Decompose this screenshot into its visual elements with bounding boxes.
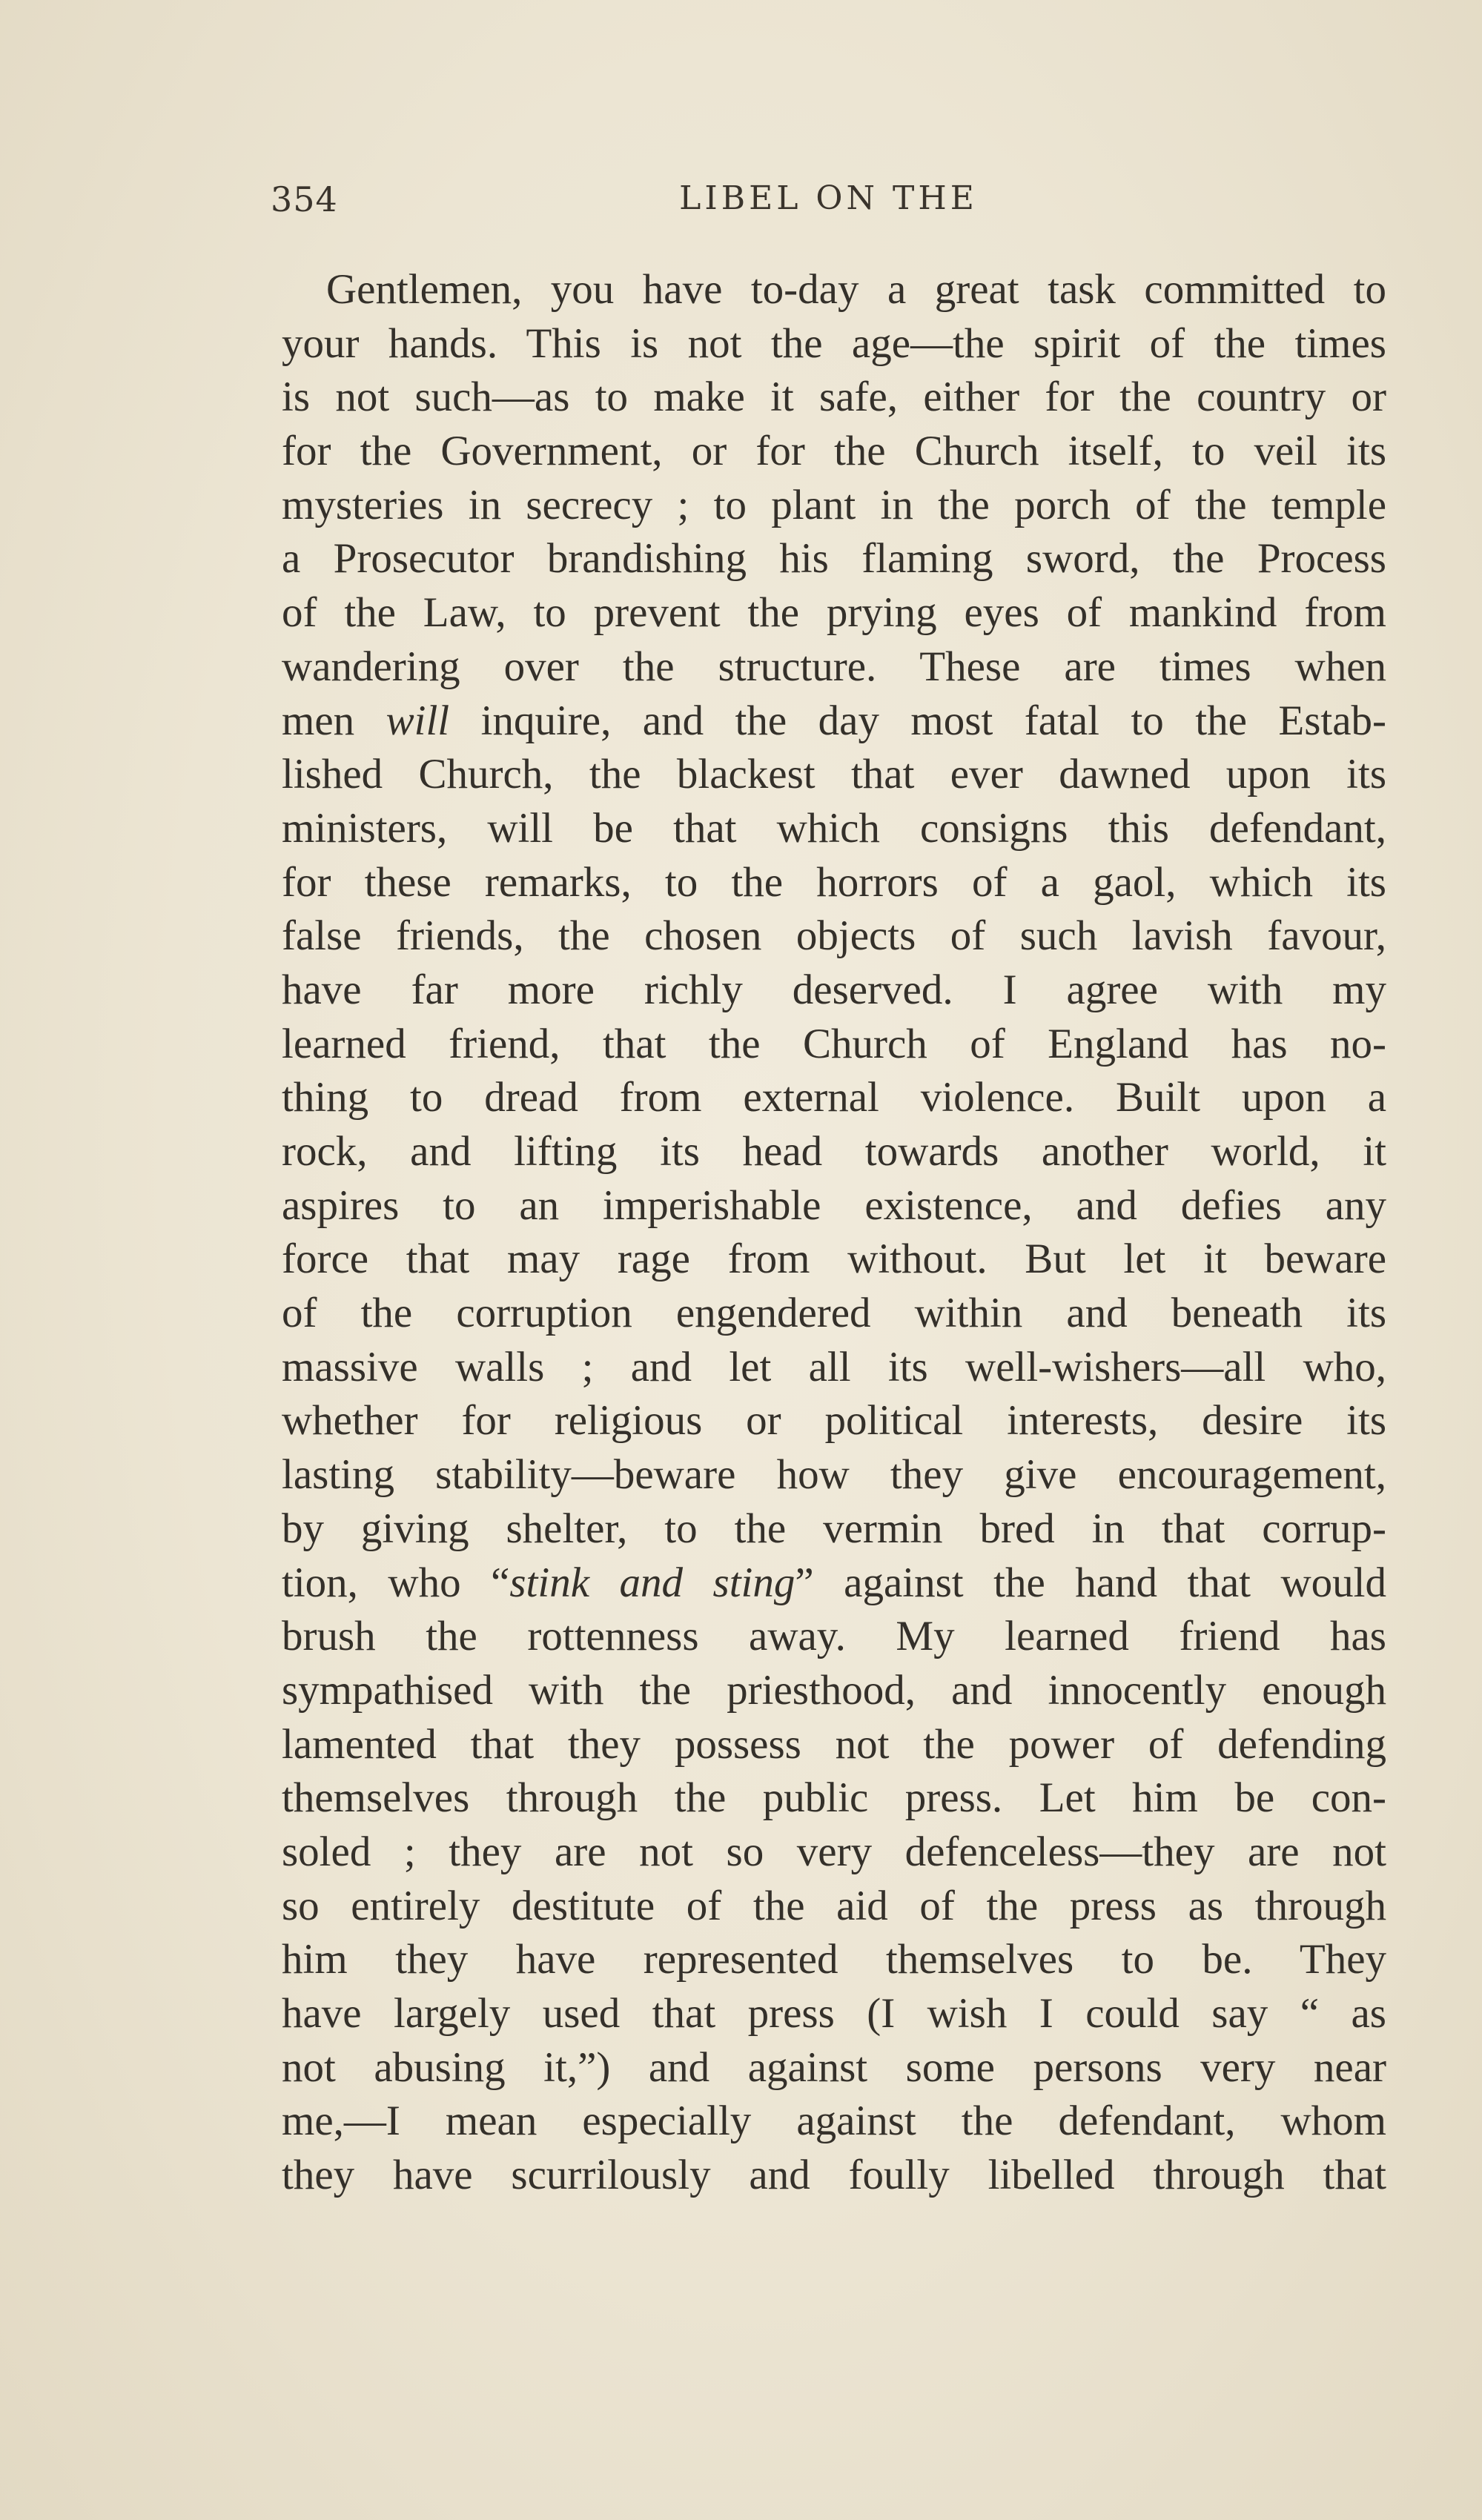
text-segment: tion, who “ (282, 1559, 510, 1606)
running-title: LIBEL ON THE (679, 179, 978, 217)
text-segment: wandering over the structure. These are times when (282, 643, 1386, 690)
text-line (282, 1233, 1386, 1287)
text-line (282, 856, 1386, 910)
text-segment: learned friend, that the Church of England has no- (282, 1020, 1386, 1067)
text-segment: him they have represented themselves to be. They (282, 1936, 1386, 1983)
text-line (282, 1771, 1386, 1826)
text-segment: they have scurrilously and foully libelled through that (282, 2152, 1386, 2199)
text-line (282, 1071, 1386, 1125)
text-line (282, 1287, 1386, 1341)
text-segment: by giving shelter, to the vermin bred in that corrup- (282, 1505, 1386, 1552)
text-line (282, 1718, 1386, 1772)
text-segment: massive walls ; and let all its well-wishers—all who, (282, 1343, 1386, 1390)
text-segment: of the Law, to prevent the prying eyes of mankind from (282, 589, 1386, 637)
text-line (282, 479, 1386, 533)
text-segment: lished Church, the blackest that ever dawned upon its (282, 751, 1386, 798)
text-line (282, 694, 1386, 749)
text-segment: ministers, will be that which consigns this defendant, (282, 804, 1386, 852)
text-line (282, 1826, 1386, 1880)
text-segment: soled ; they are not so very defenceless—they are not (282, 1828, 1386, 1875)
text-line (282, 2149, 1386, 2203)
text-segment: sympathised with the priesthood, and innocently enough (282, 1666, 1386, 1714)
text-segment: so entirely destitute of the aid of the press as through (282, 1882, 1386, 1929)
text-line (282, 1502, 1386, 1556)
text-line (282, 425, 1386, 479)
text-segment: rock, and lifting its head towards another world, it (282, 1128, 1386, 1175)
page-header (271, 179, 1386, 231)
text-line (282, 1987, 1386, 2041)
text-line (282, 1610, 1386, 1664)
text-line (282, 263, 1386, 317)
text-segment: lamented that they possess not the power of defending (282, 1720, 1386, 1768)
page-number: 354 (271, 179, 338, 219)
text-line (282, 964, 1386, 1018)
text-line (282, 1933, 1386, 1987)
text-segment: of the corruption engendered within and beneath its (282, 1290, 1386, 1337)
text-segment: force that may rage from without. But let it beware (282, 1236, 1386, 1283)
text-line (282, 1018, 1386, 1072)
text-line (282, 1556, 1386, 1611)
text-segment: false friends, the chosen objects of such lavish favour, (282, 912, 1386, 960)
text-line (282, 909, 1386, 964)
text-line (282, 317, 1386, 371)
text-line (282, 2041, 1386, 2095)
text-line (282, 532, 1386, 586)
body-text (282, 263, 1386, 2203)
text-segment: aspires to an imperishable existence, and defies any (282, 1181, 1386, 1229)
text-segment: mysteries in secrecy ; to plant in the porch of the temple (282, 481, 1386, 528)
text-segment: themselves through the public press. Let him be con- (282, 1774, 1386, 1822)
text-line (282, 586, 1386, 640)
text-segment: for these remarks, to the horrors of a gaol, which its (282, 858, 1386, 906)
text-segment: brush the rottenness away. My learned friend has (282, 1613, 1386, 1660)
text-segment: thing to dread from external violence. Built upon a (282, 1074, 1386, 1121)
text-line (282, 2095, 1386, 2149)
text-segment: inquire, and the day most fatal to the Estab- (449, 697, 1386, 744)
text-segment: whether for religious or political interests, desire its (282, 1397, 1386, 1445)
text-line (282, 1341, 1386, 1395)
text-segment: not abusing it,”) and against some persons very near (282, 2043, 1386, 2091)
text-line (282, 1880, 1386, 1934)
text-line (282, 1125, 1386, 1179)
text-line (282, 1448, 1386, 1502)
text-line (282, 802, 1386, 856)
text-line (282, 1394, 1386, 1448)
text-segment: me,—I mean especially against the defendant, whom (282, 2098, 1386, 2145)
text-segment: your hands. This is not the age—the spirit of the times (282, 319, 1386, 367)
text-line (282, 748, 1386, 802)
text-line (282, 371, 1386, 425)
text-segment: men (282, 697, 386, 744)
text-line (282, 640, 1386, 694)
text-segment: lasting stability—beware how they give encouragement, (282, 1451, 1386, 1499)
text-line (282, 1664, 1386, 1718)
text-segment: is not such—as to make it safe, either for the country or (282, 374, 1386, 421)
italic-emphasis: stink and sting (509, 1559, 795, 1606)
text-line (282, 1179, 1386, 1233)
italic-emphasis: will (386, 697, 450, 744)
text-segment: Gentlemen, you have to-day a great task committed to (326, 266, 1386, 313)
text-segment: for the Government, or for the Church itself, to veil its (282, 428, 1386, 475)
text-segment: have far more richly deserved. I agree with my (282, 966, 1386, 1013)
text-segment: have largely used that press (I wish I could say “ as (282, 1990, 1386, 2037)
text-segment: ” against the hand that would (795, 1559, 1386, 1606)
text-segment: a Prosecutor brandishing his flaming sword, the Process (282, 535, 1386, 583)
